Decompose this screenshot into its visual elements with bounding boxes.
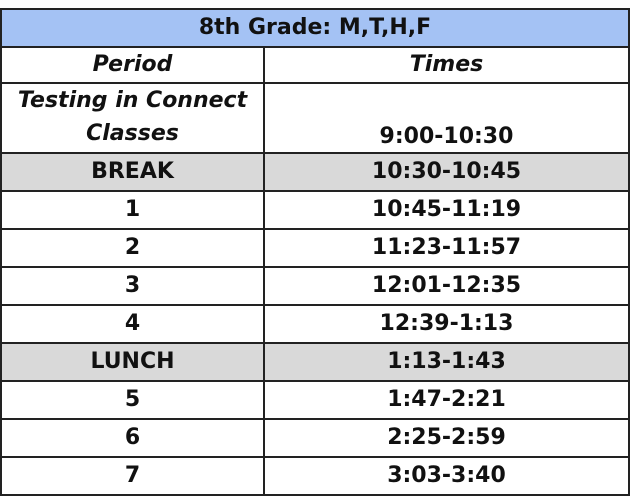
table-row: [1, 191, 629, 229]
schedule-table: [0, 8, 630, 496]
testing-row: [1, 83, 629, 153]
table-row: [1, 267, 629, 305]
period-cell: 5: [1, 381, 264, 419]
period-header: Period: [1, 47, 264, 83]
testing-time: 9:00-10:30: [264, 83, 629, 153]
table-row: [1, 381, 629, 419]
period-cell: 6: [1, 419, 264, 457]
time-cell: 10:30-10:45: [264, 153, 629, 191]
time-cell: 12:01-12:35: [264, 267, 629, 305]
schedule-title: 8th Grade: M,T,H,F: [1, 9, 629, 47]
time-cell: 3:03-3:40: [264, 457, 629, 495]
table-row-lunch: [1, 343, 629, 381]
period-cell: BREAK: [1, 153, 264, 191]
time-cell: 1:47-2:21: [264, 381, 629, 419]
table-row: [1, 229, 629, 267]
period-cell: 7: [1, 457, 264, 495]
time-cell: 12:39-1:13: [264, 305, 629, 343]
testing-period-line2: Classes: [86, 121, 179, 146]
period-cell: LUNCH: [1, 343, 264, 381]
times-header: Times: [264, 47, 629, 83]
table-row: [1, 457, 629, 495]
period-cell: 2: [1, 229, 264, 267]
title-row: [1, 9, 629, 47]
table-row-break: [1, 153, 629, 191]
testing-period-line1: Testing in Connect: [17, 88, 248, 113]
time-cell: 1:13-1:43: [264, 343, 629, 381]
header-row: [1, 47, 629, 83]
period-cell: 4: [1, 305, 264, 343]
time-cell: 11:23-11:57: [264, 229, 629, 267]
period-cell: 3: [1, 267, 264, 305]
period-cell: 1: [1, 191, 264, 229]
time-cell: 10:45-11:19: [264, 191, 629, 229]
table-row: [1, 419, 629, 457]
testing-period-cell: [1, 83, 264, 153]
time-cell: 2:25-2:59: [264, 419, 629, 457]
table-row: [1, 305, 629, 343]
